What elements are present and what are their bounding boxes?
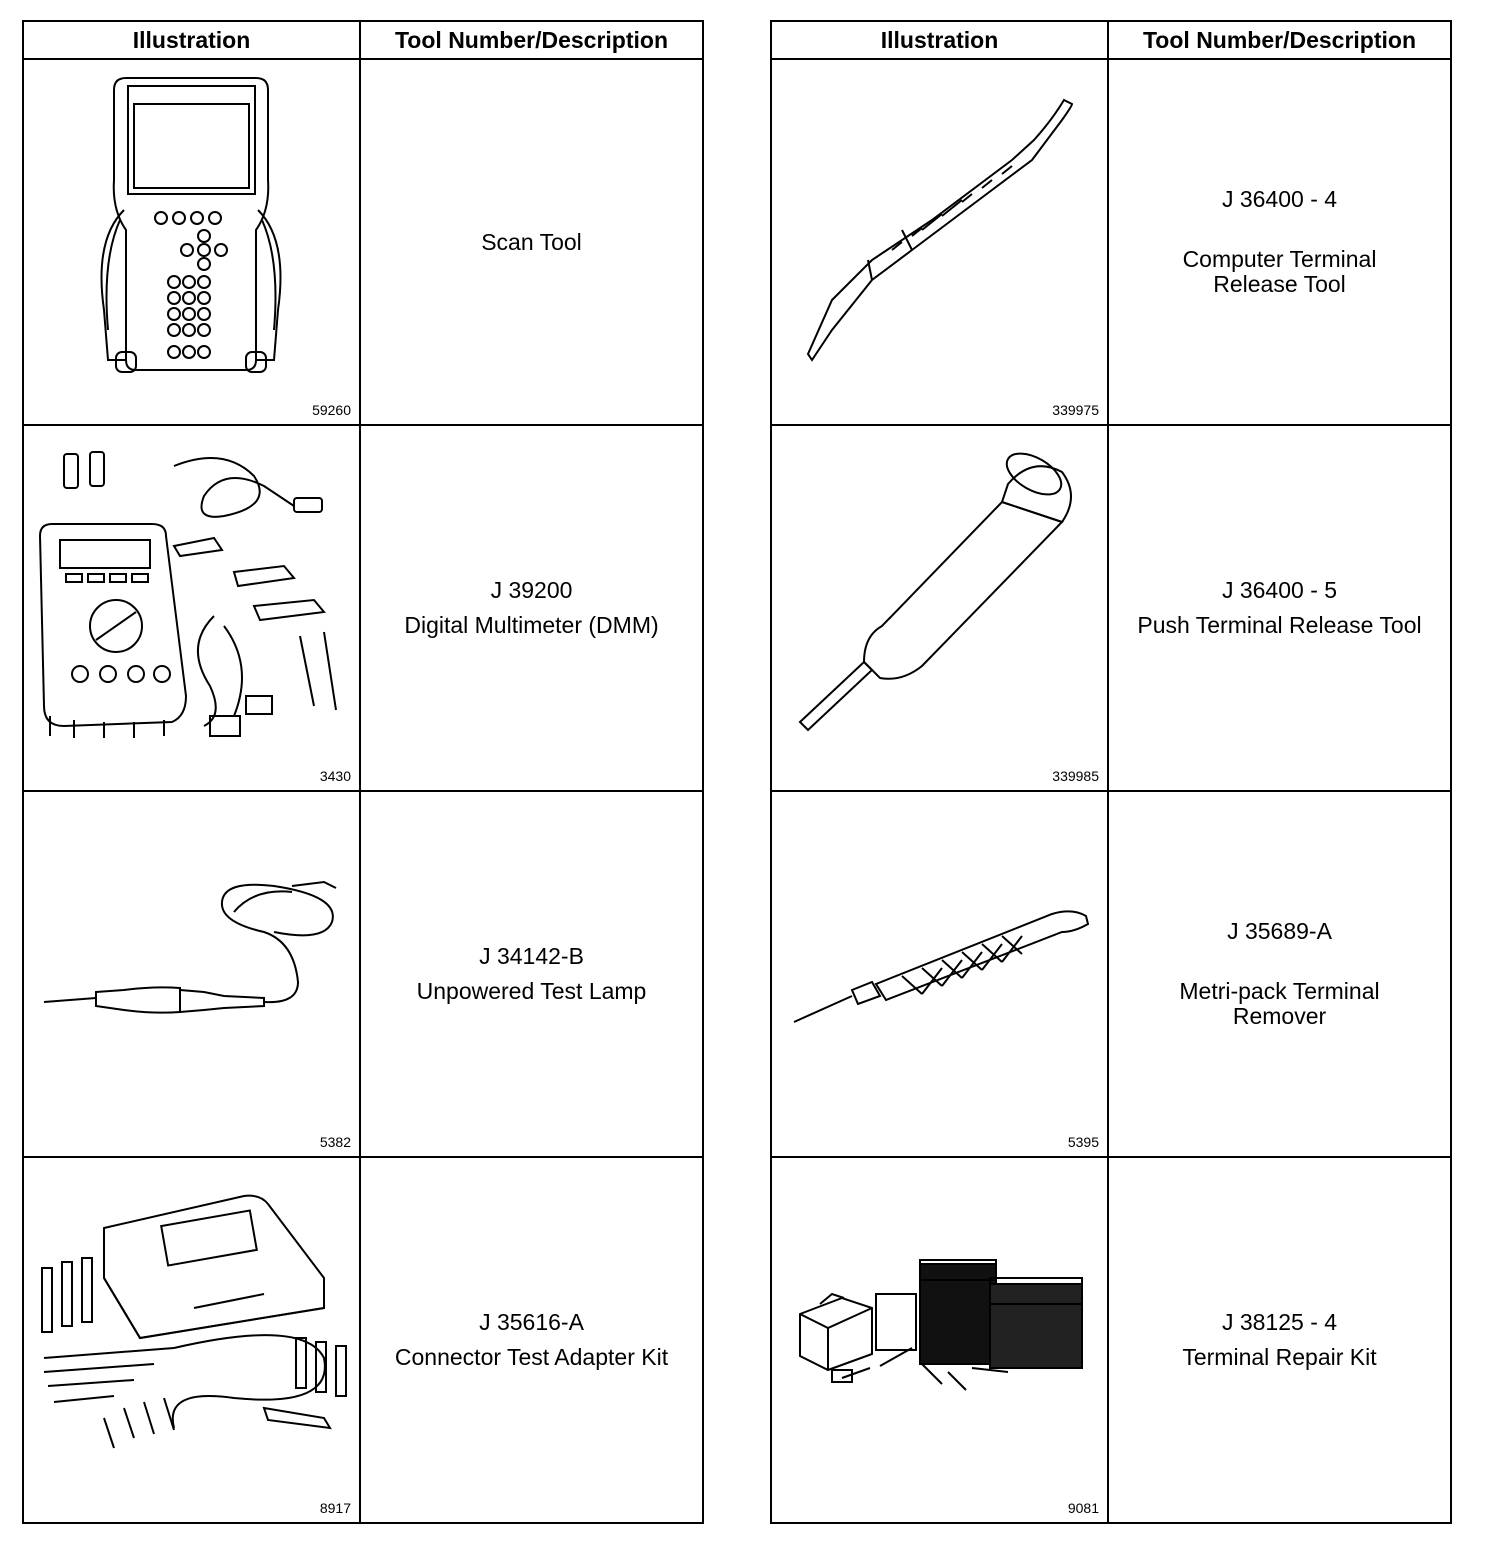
tool-name: Scan Tool — [481, 228, 582, 255]
illustration-header: Illustration — [23, 21, 360, 59]
repair-kit-icon — [772, 1158, 1107, 1520]
figure-number: 339975 — [1052, 402, 1099, 418]
tool-description-cell — [360, 425, 703, 791]
tool-table-right — [770, 20, 1452, 1524]
terminal-release-tool-icon — [772, 60, 1107, 422]
tool-name: Metri-pack Terminal Remover — [1179, 978, 1380, 1029]
figure-number: 8917 — [319, 1500, 351, 1516]
illustration-header: Illustration — [771, 21, 1108, 59]
figure-number: 3430 — [319, 768, 351, 784]
multimeter-icon — [24, 426, 359, 788]
illustration-cell — [23, 791, 360, 1157]
table-row — [23, 791, 703, 1157]
figure-number: 59260 — [312, 402, 351, 418]
tool-name: Push Terminal Release Tool — [1137, 612, 1422, 638]
table-row — [771, 1157, 1451, 1523]
push-release-tool-icon — [772, 426, 1107, 788]
table-header-row — [23, 21, 703, 59]
tool-number: J 36400 - 4 — [1221, 186, 1338, 212]
tool-description-cell — [360, 1157, 703, 1523]
table-row — [23, 59, 703, 425]
tool-number: J 35616-A — [479, 1309, 584, 1335]
terminal-remover-icon — [772, 792, 1107, 1154]
figure-number: 5395 — [1067, 1134, 1099, 1150]
illustration-cell — [23, 425, 360, 791]
table-row — [771, 425, 1451, 791]
tool-header: Tool Number/Description — [1108, 21, 1451, 59]
tool-number: J 34142-B — [479, 943, 584, 969]
tool-description-cell — [360, 59, 703, 425]
figure-number: 9081 — [1067, 1500, 1099, 1516]
test-lamp-icon — [24, 792, 359, 1154]
illustration-cell — [771, 425, 1108, 791]
illustration-cell — [23, 1157, 360, 1523]
tool-number: J 38125 - 4 — [1221, 1309, 1338, 1335]
tool-number: J 35689-A — [1227, 918, 1332, 944]
tool-name: Digital Multimeter (DMM) — [404, 612, 659, 638]
illustration-cell — [771, 791, 1108, 1157]
adapter-kit-icon — [24, 1158, 359, 1520]
figure-number: 5382 — [319, 1134, 351, 1150]
table-row — [23, 425, 703, 791]
table-row — [771, 59, 1451, 425]
tool-description-cell — [1108, 1157, 1451, 1523]
tool-name: Connector Test Adapter Kit — [394, 1344, 669, 1370]
figure-number: 339985 — [1052, 768, 1099, 784]
tool-description-cell — [1108, 425, 1451, 791]
tool-name: Unpowered Test Lamp — [416, 978, 647, 1004]
illustration-cell — [23, 59, 360, 425]
illustration-cell — [771, 59, 1108, 425]
tool-name: Computer Terminal Release Tool — [1182, 246, 1377, 297]
tool-header: Tool Number/Description — [360, 21, 703, 59]
tool-description-cell — [1108, 59, 1451, 425]
scan-tool-icon — [24, 60, 359, 422]
table-header-row — [771, 21, 1451, 59]
tool-description-cell — [360, 791, 703, 1157]
tool-number: J 36400 - 5 — [1221, 577, 1338, 603]
tool-name: Terminal Repair Kit — [1182, 1344, 1377, 1370]
tool-table-left — [22, 20, 704, 1524]
table-row — [23, 1157, 703, 1523]
illustration-cell — [771, 1157, 1108, 1523]
tool-number: J 39200 — [490, 577, 573, 603]
tool-description-cell — [1108, 791, 1451, 1157]
table-row — [771, 791, 1451, 1157]
